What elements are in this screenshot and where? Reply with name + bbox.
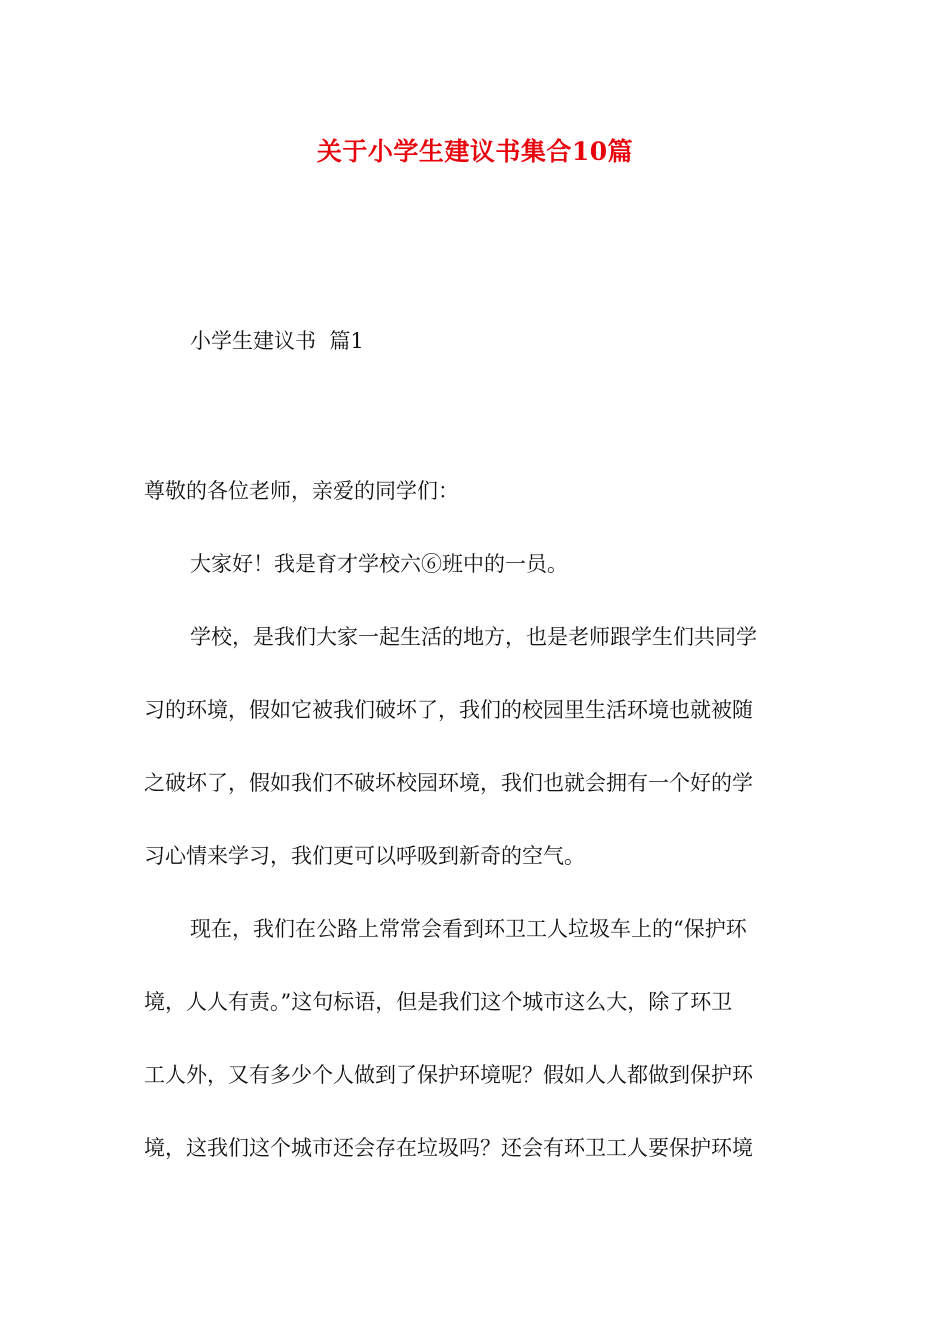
paragraph-line: 习心情来学习，我们更可以呼吸到新奇的空气。 — [144, 844, 585, 868]
paragraph-1 — [144, 546, 808, 619]
paragraph-line: 境，这我们这个城市还会存在垃圾吗？还会有环卫工人要保护环境 — [144, 1136, 753, 1160]
paragraph-line: 现在，我们在公路上常常会看到环卫工人垃圾车上的“保护环 — [190, 917, 747, 941]
paragraph-line: 境，人人有责。”这句标语，但是我们这个城市这么大，除了环卫 — [144, 990, 733, 1014]
paragraph-line: 大家好！我是育才学校六⑥班中的一员。 — [190, 552, 568, 576]
paragraph-line: 学校，是我们大家一起生活的地方，也是老师跟学生们共同学 — [190, 625, 757, 649]
salutation: 尊敬的各位老师，亲爱的同学们： — [144, 479, 459, 503]
paragraph-3 — [144, 911, 808, 1203]
paragraph-line: 工人外，又有多少个人做到了保护环境呢？假如人人都做到保护环 — [144, 1063, 753, 1087]
document-title: 关于小学生建议书集合10篇 — [316, 137, 634, 166]
section-heading: 小学生建议书 篇1 — [190, 329, 364, 353]
paragraph-line: 习的环境，假如它被我们破坏了，我们的校园里生活环境也就被随 — [144, 698, 753, 722]
document-body — [144, 473, 808, 1203]
paragraph-line: 之破坏了，假如我们不破坏校园环境，我们也就会拥有一个好的学 — [144, 771, 753, 795]
paragraph-2 — [144, 619, 808, 911]
